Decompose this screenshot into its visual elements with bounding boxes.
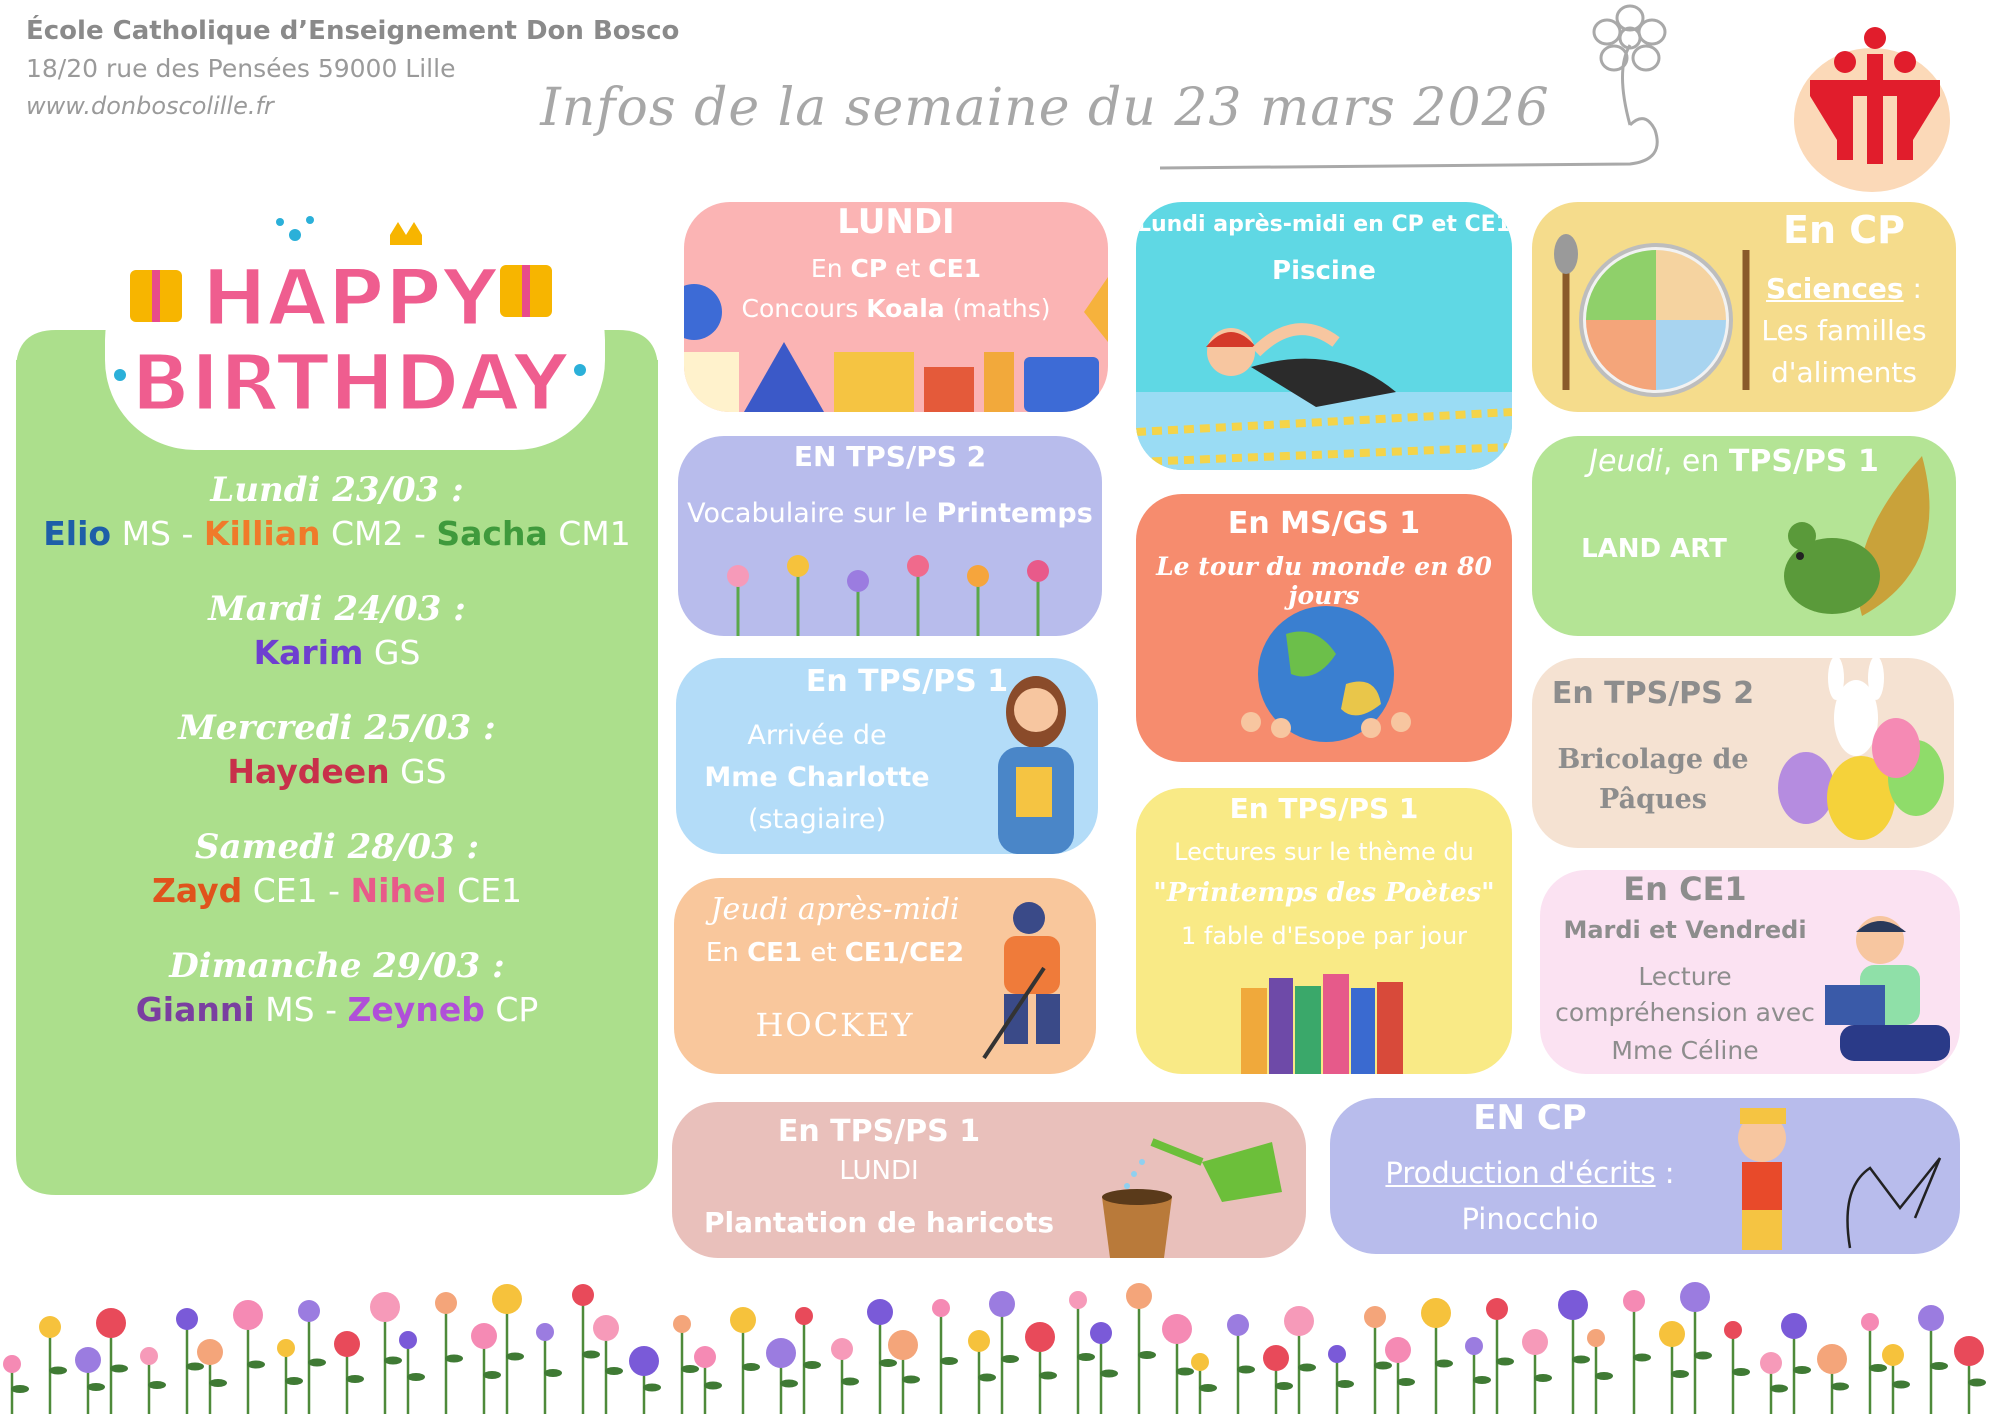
flower-leaf — [803, 1361, 821, 1369]
flower-head — [572, 1284, 594, 1306]
flower-head — [766, 1338, 796, 1368]
flower-leaf — [49, 1367, 67, 1375]
flower-leaf — [544, 1369, 562, 1377]
flower-leaf — [407, 1373, 425, 1381]
birthday-names — [16, 871, 658, 910]
flower-head — [1364, 1306, 1386, 1328]
flower-leaf — [1039, 1372, 1057, 1380]
flower-leaf — [1694, 1352, 1712, 1360]
flower-leaf — [247, 1361, 265, 1369]
card-title: En TPS/PS 1 — [805, 664, 1009, 699]
flower-head — [1486, 1298, 1508, 1320]
card-title: Jeudi après-midi — [710, 892, 960, 927]
flower-head — [1025, 1322, 1055, 1352]
flower-leaf — [978, 1374, 996, 1382]
flower-head — [1284, 1306, 1314, 1336]
flower-head — [1090, 1322, 1112, 1344]
flower-head — [1421, 1298, 1451, 1328]
flower-leaf — [445, 1355, 463, 1363]
card-msgs-tour-du-monde — [1136, 494, 1512, 762]
flower-leaf — [780, 1380, 798, 1388]
flower-leaf — [87, 1383, 105, 1391]
flower-head — [629, 1346, 659, 1376]
easter-bunny-eggs-illustration — [1766, 658, 1954, 848]
flower-leaf — [841, 1378, 859, 1386]
flower-leaf — [1100, 1370, 1118, 1378]
banner-birthday: BIRTHDAY — [131, 339, 569, 429]
card-ce1-lecture — [1540, 870, 1960, 1074]
birthday-child-name: Nihel — [350, 871, 447, 910]
flower-head — [673, 1315, 691, 1333]
flower-leaf — [1336, 1380, 1354, 1388]
flower-head — [730, 1307, 756, 1333]
flower-leaf — [1633, 1354, 1651, 1362]
card-title: En MS/GS 1 — [1227, 506, 1421, 541]
flower-head — [277, 1339, 295, 1357]
card-line-2: HOCKEY — [755, 1006, 915, 1044]
flower-head — [1680, 1282, 1710, 1312]
flower-leaf — [1237, 1366, 1255, 1374]
flower-head — [1263, 1345, 1289, 1371]
card-line-2: Les familles — [1761, 314, 1927, 347]
flower-head — [795, 1307, 813, 1325]
flower-head — [888, 1330, 918, 1360]
flower-leaf — [1831, 1383, 1849, 1391]
flower-leaf — [704, 1382, 722, 1390]
flower-leaf — [1892, 1381, 1910, 1389]
globe-children-illustration — [1236, 594, 1416, 762]
spring-flowers-illustration — [678, 536, 1102, 636]
flower-head — [1882, 1344, 1904, 1366]
flower-leaf — [308, 1359, 326, 1367]
flower-head — [1587, 1329, 1605, 1347]
card-line-1: LAND ART — [1581, 534, 1727, 564]
flower-leaf — [1968, 1379, 1986, 1387]
flower-head — [1162, 1314, 1192, 1344]
flower-head — [197, 1339, 223, 1365]
separator: - — [171, 514, 204, 553]
card-tps2-paques — [1532, 658, 1954, 848]
flower-leaf — [1435, 1360, 1453, 1368]
flower-leaf — [483, 1371, 501, 1379]
flower-leaf — [1138, 1351, 1156, 1359]
card-lundi-koala — [684, 202, 1108, 412]
flower-underline-decoration — [1160, 0, 1700, 175]
flower-leaf — [1077, 1353, 1095, 1361]
flower-leaf — [1869, 1364, 1887, 1372]
birthday-child-class: CM2 — [320, 514, 404, 553]
flower-head — [140, 1347, 158, 1365]
birthday-child-name: Zayd — [151, 871, 243, 910]
flower-leaf — [1496, 1358, 1514, 1366]
flower-leaf — [1671, 1370, 1689, 1378]
birthday-child-name: Zeyneb — [347, 990, 485, 1029]
card-line-2: Plantation de haricots — [703, 1206, 1055, 1239]
flower-leaf — [1199, 1384, 1217, 1392]
card-line-1: Piscine — [1272, 256, 1376, 286]
flower-head — [536, 1323, 554, 1341]
card-line-3: compréhension avec — [1555, 998, 1815, 1027]
card-tps1-lectures-poetes — [1136, 788, 1512, 1074]
birthday-names — [16, 633, 658, 672]
card-line-2: Pinocchio — [1461, 1202, 1599, 1236]
flower-head — [1191, 1353, 1209, 1371]
flower-head — [1328, 1345, 1346, 1363]
birthday-names — [16, 514, 658, 553]
birthday-child-name: Elio — [43, 514, 112, 553]
birthday-child-name: Karim — [253, 633, 364, 672]
card-line-3: (stagiaire) — [747, 804, 887, 835]
card-line-1: En CP et CE1 — [810, 254, 982, 283]
flower-head — [989, 1291, 1015, 1317]
card-line-2: Pâques — [1599, 784, 1707, 815]
card-tps1-haricots — [672, 1102, 1306, 1258]
banner-happy: HAPPY — [201, 254, 499, 344]
flower-leaf — [209, 1379, 227, 1387]
flower-head — [298, 1300, 320, 1322]
card-hockey — [674, 878, 1096, 1074]
flower-leaf — [1473, 1376, 1491, 1384]
birthday-child-name: Gianni — [135, 990, 255, 1029]
flower-head — [233, 1300, 263, 1330]
flower-leaf — [148, 1381, 166, 1389]
card-title: En TPS/PS 1 — [777, 1114, 981, 1149]
birthday-child-class: MS — [254, 990, 315, 1029]
flower-leaf — [1374, 1362, 1392, 1370]
flower-leaf — [605, 1367, 623, 1375]
card-title: Lundi après-midi en CP et CE1 — [1136, 212, 1512, 237]
flower-leaf — [1732, 1368, 1750, 1376]
don-bosco-logo — [1790, 20, 1960, 200]
flower-head — [370, 1292, 400, 1322]
flower-leaf — [1275, 1382, 1293, 1390]
flower-head — [39, 1316, 61, 1338]
flower-head — [471, 1323, 497, 1349]
books-illustration — [1236, 968, 1416, 1074]
flower-head — [3, 1355, 21, 1373]
birthday-day-heading: Mercredi 25/03 : — [178, 708, 496, 748]
flower-leaf — [681, 1365, 699, 1373]
flower-head — [1126, 1283, 1152, 1309]
card-line-1: Vocabulaire sur le Printemps — [687, 498, 1093, 529]
birthday-list — [16, 470, 658, 1065]
flower-leaf — [879, 1359, 897, 1367]
card-line-2: Concours Koala (maths) — [741, 294, 1051, 323]
flower-head — [176, 1308, 198, 1330]
flower-head — [1817, 1344, 1847, 1374]
birthday-day-heading: Lundi 23/03 : — [210, 470, 464, 510]
card-line-1: Sciences : — [1766, 272, 1922, 305]
flower-leaf — [186, 1363, 204, 1371]
separator: - — [403, 514, 437, 553]
flower-head — [1954, 1336, 1984, 1366]
birthday-day-heading: Dimanche 29/03 : — [169, 946, 505, 986]
flower-head — [1385, 1337, 1411, 1363]
flower-leaf — [1176, 1368, 1194, 1376]
card-line-2: Lecture — [1638, 962, 1732, 991]
card-title: EN CP — [1473, 1098, 1587, 1138]
birthday-day-heading: Mardi 24/03 : — [208, 589, 466, 629]
watering-can-pot-illustration — [1072, 1102, 1306, 1258]
card-title: Jeudi, en TPS/PS 1 — [1589, 444, 1879, 479]
card-line-4: Mme Céline — [1611, 1036, 1759, 1065]
flower-leaf — [643, 1384, 661, 1392]
flower-head — [968, 1330, 990, 1352]
flower-head — [1227, 1314, 1249, 1336]
flower-leaf — [1793, 1366, 1811, 1374]
school-website[interactable]: www.donboscolille.fr — [26, 92, 274, 120]
card-line-1: Production d'écrits : — [1385, 1156, 1675, 1190]
flower-leaf — [1572, 1356, 1590, 1364]
birthday-child-class: GS — [389, 752, 447, 791]
flower-leaf — [110, 1365, 128, 1373]
flower-head — [96, 1308, 126, 1338]
flower-head — [492, 1284, 522, 1314]
card-line-2: Mme Charlotte — [704, 762, 930, 793]
flower-leaf — [1595, 1372, 1613, 1380]
birthday-child-class: GS — [363, 633, 421, 672]
spring-flowers-footer — [0, 1250, 2000, 1414]
birthday-child-class: CE1 — [446, 871, 523, 910]
swimmer-illustration — [1136, 312, 1512, 470]
birthday-child-name: Haydeen — [227, 752, 390, 791]
week-title: Infos de la semaine du 23 mars 2026 — [540, 78, 1550, 138]
flower-leaf — [506, 1353, 524, 1361]
flower-leaf — [902, 1376, 920, 1384]
card-title: EN TPS/PS 2 — [793, 440, 987, 473]
flower-head — [932, 1299, 950, 1317]
card-title: En CP — [1783, 208, 1905, 252]
birthday-child-class: CE1 — [242, 871, 318, 910]
school-name: École Catholique d’Enseignement Don Bosco — [26, 16, 680, 46]
flower-head — [1659, 1321, 1685, 1347]
flower-leaf — [940, 1357, 958, 1365]
card-title: LUNDI — [837, 202, 955, 242]
card-line-1: Mardi et Vendredi — [1563, 916, 1807, 944]
birthday-child-class: MS — [111, 514, 172, 553]
flower-head — [831, 1338, 853, 1360]
flower-head — [435, 1292, 457, 1314]
flower-leaf — [1930, 1362, 1948, 1370]
card-line-1: LUNDI — [839, 1156, 919, 1186]
card-line-1: Arrivée de — [747, 720, 887, 751]
flower-leaf — [1770, 1385, 1788, 1393]
card-title: En TPS/PS 2 — [1551, 676, 1755, 711]
flower-head — [694, 1346, 716, 1368]
flower-head — [399, 1331, 417, 1349]
birthday-day-heading: Samedi 28/03 : — [194, 827, 480, 867]
birthday-child-name: Sacha — [436, 514, 548, 553]
card-line-1: Le tour du monde en 80 jours — [1156, 552, 1492, 610]
flower-head — [1861, 1313, 1879, 1331]
happy-birthday-banner — [80, 210, 620, 460]
flower-head — [1558, 1290, 1588, 1320]
flower-leaf — [582, 1351, 600, 1359]
flower-head — [1918, 1305, 1944, 1331]
card-tps1-arrivee — [676, 658, 1098, 854]
flower-head — [867, 1299, 893, 1325]
flower-head — [1760, 1352, 1782, 1374]
flower-leaf — [742, 1363, 760, 1371]
flower-head — [334, 1331, 360, 1357]
flower-head — [1069, 1291, 1087, 1309]
flower-head — [1781, 1313, 1807, 1339]
birthday-names — [16, 752, 658, 791]
flower-head — [593, 1315, 619, 1341]
flower-head — [1465, 1337, 1483, 1355]
flower-head — [1724, 1321, 1742, 1339]
card-line-3: d'aliments — [1770, 356, 1917, 389]
flower-leaf — [1534, 1374, 1552, 1382]
birthday-names — [16, 990, 658, 1029]
birthday-child-class: CM1 — [547, 514, 631, 553]
flower-leaf — [11, 1385, 29, 1393]
flower-leaf — [1001, 1355, 1019, 1363]
card-line-1: En CE1 et CE1/CE2 — [705, 938, 965, 968]
flower-leaf — [285, 1377, 303, 1385]
school-address: 18/20 rue des Pensées 59000 Lille — [26, 54, 456, 83]
flower-leaf — [384, 1357, 402, 1365]
separator: - — [314, 990, 348, 1029]
birthday-child-class: CP — [484, 990, 539, 1029]
flower-leaf — [1397, 1378, 1415, 1386]
card-title: En CE1 — [1623, 870, 1747, 908]
separator: - — [317, 871, 351, 910]
flower-head — [1522, 1329, 1548, 1355]
flower-leaf — [346, 1375, 364, 1383]
card-cp-sciences — [1532, 202, 1956, 412]
boy-reading-illustration — [1820, 910, 1960, 1074]
flower-head — [75, 1347, 101, 1373]
card-cp-pinocchio — [1330, 1098, 1960, 1254]
birthday-child-name: Killian — [203, 514, 321, 553]
card-tps2-printemps — [678, 436, 1102, 636]
card-line-3: 1 fable d'Esope par jour — [1180, 922, 1468, 950]
card-line-1: Bricolage de — [1557, 744, 1749, 775]
card-land-art — [1532, 436, 1956, 636]
flower-head — [1623, 1290, 1645, 1312]
card-title: En TPS/PS 1 — [1229, 792, 1419, 825]
pinocchio-writing-illustration — [1700, 1098, 1960, 1254]
flower-leaf — [1298, 1364, 1316, 1372]
card-piscine — [1136, 202, 1512, 470]
card-line-2: "Printemps des Poètes" — [1153, 878, 1495, 908]
card-line-1: Lectures sur le thème du — [1174, 838, 1474, 866]
